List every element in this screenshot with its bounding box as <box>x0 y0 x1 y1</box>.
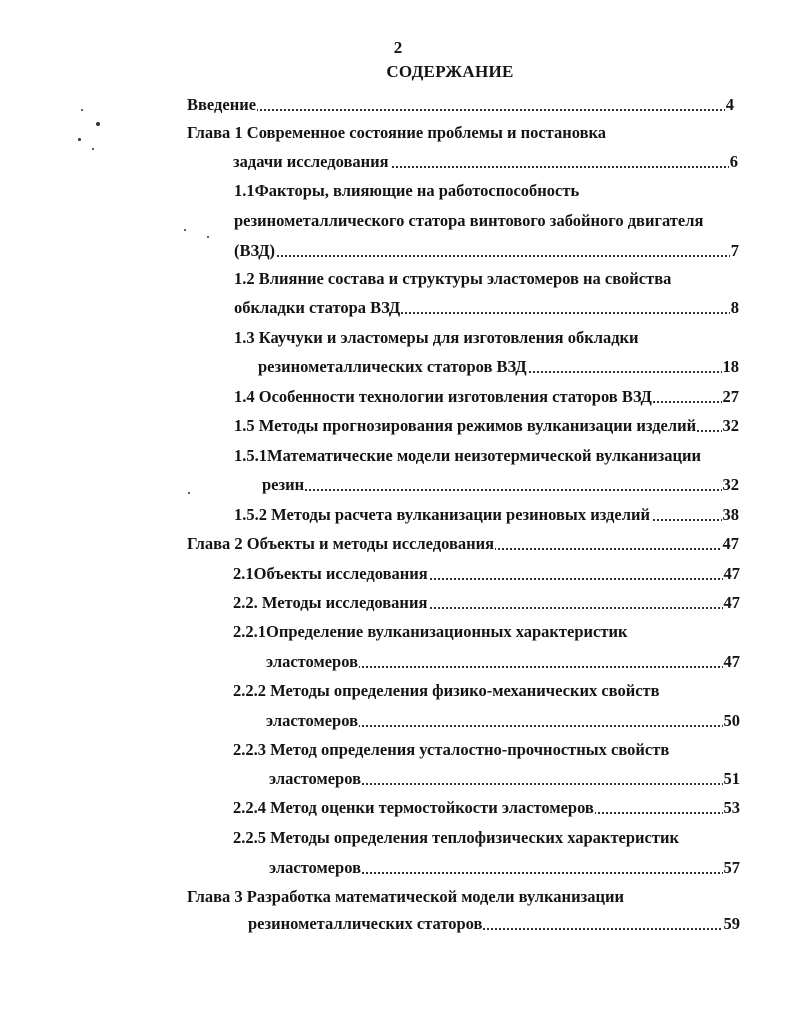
toc-entry-page: 57 <box>723 858 740 877</box>
toc-entry <box>234 386 739 408</box>
toc-entry <box>248 913 740 935</box>
toc-entry-title: резинометаллического статора винтового забойного двигателя <box>234 211 704 230</box>
toc-entry-page: 32 <box>722 416 739 435</box>
toc-entry-title: 2.2.5 Методы определения теплофизических характеристик <box>233 828 679 847</box>
scan-speck <box>207 236 209 238</box>
toc-entry-title: 1.5.2 Методы расчета вулканизации резиновых изделий <box>234 505 650 524</box>
toc-entry-title: эластомеров <box>266 711 358 730</box>
toc-entry-title: резин <box>262 475 305 494</box>
scan-speck <box>188 492 190 494</box>
scan-speck <box>184 229 186 231</box>
toc-entry <box>234 268 671 290</box>
toc-entry-page: 4 <box>725 95 734 114</box>
toc-entry-title: 1.5 Методы прогнозирования режимов вулканизации изделий <box>234 416 697 435</box>
toc-entry <box>234 504 739 526</box>
toc-entry <box>269 768 740 790</box>
toc-entry-page: 59 <box>723 914 740 933</box>
toc-entry <box>233 621 628 643</box>
toc-entry-page: 8 <box>730 298 739 317</box>
toc-entry <box>233 739 669 761</box>
toc-entry-title: задачи исследования <box>233 152 389 171</box>
toc-entry-title: эластомеров <box>269 858 361 877</box>
toc-entry-page: 38 <box>722 505 739 524</box>
toc-entry-page: 47 <box>723 593 740 612</box>
toc-entry-title: 1.1Факторы, влияющие на работоспособность <box>234 181 580 200</box>
toc-entry-page: 6 <box>729 152 738 171</box>
scan-speck <box>81 109 83 111</box>
toc-entry <box>269 857 740 879</box>
toc-entry-title: обкладки статора ВЗД <box>234 298 401 317</box>
page-title: СОДЕРЖАНИЕ <box>386 62 514 81</box>
toc-entry <box>187 886 624 908</box>
toc-entry-title: 2.1Объекты исследования <box>233 564 428 583</box>
toc-entry-title: 2.2.1Определение вулканизационных характеристик <box>233 622 628 641</box>
toc-entry <box>266 710 740 732</box>
toc-entry <box>234 297 739 319</box>
toc-entry-title: Введение <box>187 95 257 114</box>
toc-entry-title: (ВЗД) <box>234 241 276 260</box>
toc-entry <box>234 210 703 232</box>
toc-entry-title: 1.3 Каучуки и эластомеры для изготовления обкладки <box>234 328 639 347</box>
toc-entry-title: Глава 3 Разработка математической модели вулканизации <box>187 887 624 906</box>
toc-entry <box>187 533 739 555</box>
scan-speck <box>96 122 100 126</box>
toc-entry-title: 2.2.3 Метод определения усталостно-прочностных свойств <box>233 740 670 759</box>
page-number: 2 <box>393 38 403 57</box>
toc-entry <box>233 797 740 819</box>
toc-entry-title: 1.5.1Математические модели неизотермической вулканизации <box>234 446 702 465</box>
toc-entry-page: 32 <box>722 475 739 494</box>
toc-entry <box>234 327 639 349</box>
toc-entry <box>187 94 734 116</box>
toc-entry-page: 27 <box>722 387 739 406</box>
toc-entry-page: 18 <box>722 357 739 376</box>
toc-entry-page: 51 <box>723 769 740 788</box>
toc-entry-title: эластомеров <box>269 769 361 788</box>
toc-entry <box>234 180 579 202</box>
scan-speck <box>78 138 81 141</box>
toc-entry <box>233 827 679 849</box>
toc-entry <box>233 563 740 585</box>
toc-entry-page: 47 <box>723 564 740 583</box>
toc-entry-title: 2.2.4 Метод оценки термостойкости эластомеров <box>233 798 594 817</box>
toc-entry-title: резинометаллических статоров <box>248 914 483 933</box>
toc-entry <box>258 356 739 378</box>
toc-entry-page: 47 <box>722 534 739 553</box>
toc-entry-page: 47 <box>723 652 740 671</box>
toc-entry-page: 7 <box>730 241 739 260</box>
toc-entry-page: 50 <box>723 711 740 730</box>
toc-entry <box>233 592 740 614</box>
toc-entry-title: 2.2.2 Методы определения физико-механических свойств <box>233 681 660 700</box>
toc-entry-title: эластомеров <box>266 652 358 671</box>
toc-entry-title: 2.2. Методы исследования <box>233 593 428 612</box>
toc-entry-title: Глава 1 Современное состояние проблемы и постановка <box>187 123 606 142</box>
toc-entry-title: резинометаллических статоров ВЗД <box>258 357 527 376</box>
toc-entry <box>234 240 739 262</box>
toc-entry <box>234 415 739 437</box>
toc-entry-title: 1.4 Особенности технологии изготовления статоров ВЗД <box>234 387 652 406</box>
scan-speck <box>92 148 94 150</box>
toc-entry <box>187 122 606 144</box>
toc-entry <box>234 445 701 467</box>
toc-entry <box>233 151 738 173</box>
toc-entry-page: 53 <box>723 798 740 817</box>
toc-entry-title: Глава 2 Объекты и методы исследования <box>187 534 495 553</box>
toc-entry <box>262 474 739 496</box>
toc-entry-title: 1.2 Влияние состава и структуры эластомеров на свойства <box>234 269 672 288</box>
toc-entry <box>266 651 740 673</box>
toc-entry <box>233 680 660 702</box>
